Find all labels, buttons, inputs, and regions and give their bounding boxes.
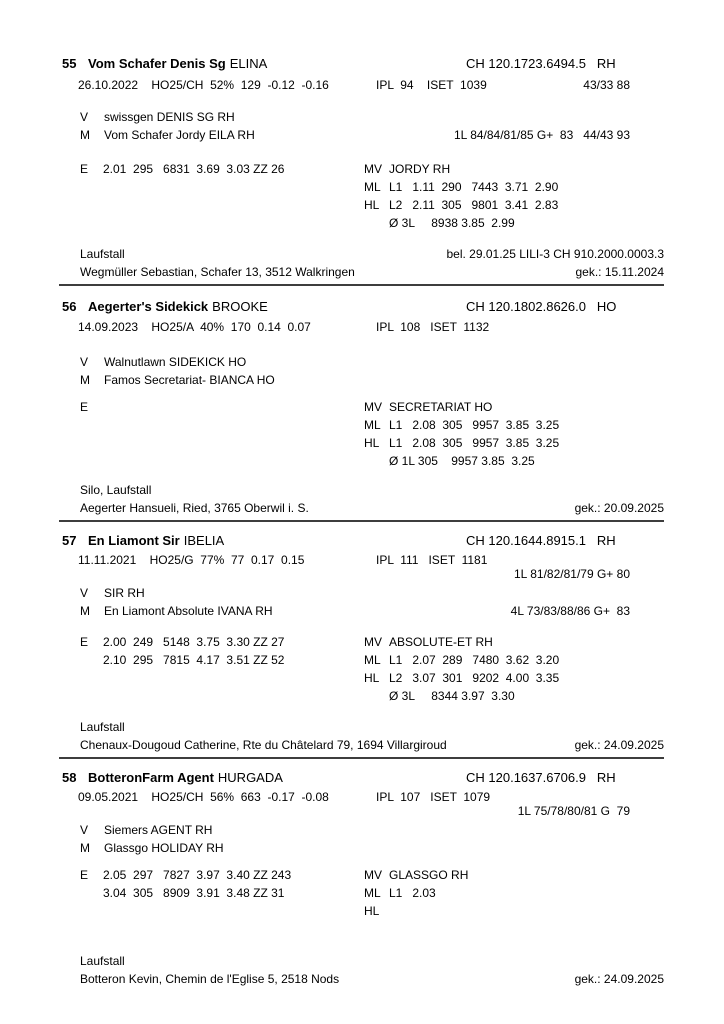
housing-type: Laufstall — [80, 720, 125, 734]
own-performance-line-1: 2.05 297 7827 3.97 3.40 ZZ 243 — [103, 868, 292, 882]
cell-count-values: 43/33 88 — [583, 78, 630, 92]
animal-name: HURGADA — [217, 770, 283, 785]
animal-title — [88, 770, 283, 785]
highest-lactation-label: HL — [364, 671, 380, 685]
housing-type: Laufstall — [80, 247, 125, 261]
maternal-grandsire-name: JORDY RH — [389, 162, 451, 176]
housing-type: Silo, Laufstall — [80, 483, 152, 497]
own-performance-line-2: 2.10 295 7815 4.17 3.51 ZZ 52 — [103, 653, 285, 667]
highest-lactation-values: L2 3.07 301 9202 4.00 3.35 — [389, 671, 560, 685]
own-performance-line-1: 2.00 249 5148 3.75 3.30 ZZ 27 — [103, 635, 285, 649]
dam-label: M — [80, 128, 90, 142]
entry-separator-rule — [59, 757, 664, 759]
dam-lactation-label: ML — [364, 886, 381, 900]
own-performance-line-2: 3.04 305 8909 3.91 3.48 ZZ 31 — [103, 886, 285, 900]
dam-lactation-values: L1 1.11 290 7443 3.71 2.90 — [389, 180, 559, 194]
dam-label: M — [80, 841, 90, 855]
lactation-average: Ø 3L 8344 3.97 3.30 — [389, 689, 515, 703]
entry-separator-rule — [59, 520, 664, 522]
animal-name-prefix: BotteronFarm Agent — [88, 770, 214, 785]
sire-label: V — [80, 823, 89, 837]
dam-linear-score: 4L 73/83/88/86 G+ 83 — [510, 604, 630, 618]
own-performance-label: E — [80, 868, 89, 882]
maternal-grandsire-name: ABSOLUTE-ET RH — [389, 635, 493, 649]
ipl-iset-values: IPL 107 ISET 1079 — [376, 790, 491, 804]
entry-number: 56 — [62, 299, 77, 314]
owner-address: Botteron Kevin, Chemin de l'Eglise 5, 2518 Nods — [80, 972, 340, 986]
animal-name: ELINA — [229, 56, 268, 71]
animal-id: CH 120.1723.6494.5 RH — [466, 56, 616, 71]
animal-title — [88, 56, 267, 71]
linear-score: 1L 75/78/80/81 G 79 — [517, 804, 630, 818]
owner-address: Wegmüller Sebastian, Schafer 13, 3512 Walkringen — [80, 265, 355, 279]
animal-name-prefix: Aegerter's Sidekick — [88, 299, 209, 314]
ipl-iset-values: IPL 111 ISET 1181 — [376, 553, 488, 567]
insemination-info: bel. 29.01.25 LILI-3 CH 910.2000.0003.3 — [446, 247, 664, 261]
calving-date: gek.: 24.09.2025 — [574, 738, 664, 752]
animal-id: CH 120.1644.8915.1 RH — [466, 533, 616, 548]
sire-label: V — [80, 110, 89, 124]
ipl-iset-values: IPL 108 ISET 1132 — [376, 320, 490, 334]
animal-name: BROOKE — [212, 299, 268, 314]
animal-name-prefix: En Liamont Sir — [88, 533, 180, 548]
dam-lactation-label: ML — [364, 653, 381, 667]
dam-label: M — [80, 373, 90, 387]
maternal-grandsire-name: GLASSGO RH — [389, 868, 469, 882]
dam-name: Glassgo HOLIDAY RH — [104, 841, 224, 855]
sire-label: V — [80, 586, 89, 600]
calving-date: gek.: 20.09.2025 — [574, 501, 664, 515]
linear-score: 1L 81/82/81/79 G+ 80 — [514, 567, 630, 581]
lactation-average: Ø 1L 305 9957 3.85 3.25 — [389, 454, 535, 468]
dam-lactation-label: ML — [364, 418, 381, 432]
entry-number: 55 — [62, 56, 77, 71]
dam-lactation-values: L1 2.03 — [389, 886, 436, 900]
own-performance-label: E — [80, 635, 89, 649]
highest-lactation-values: L1 2.08 305 9957 3.85 3.25 — [389, 436, 560, 450]
entry-separator-rule — [59, 284, 664, 286]
animal-name-prefix: Vom Schafer Denis Sg — [88, 56, 226, 71]
dam-linear-score: 1L 84/84/81/85 G+ 83 44/43 93 — [453, 128, 630, 142]
maternal-grandsire-label: MV — [364, 400, 382, 414]
sire-name: Siemers AGENT RH — [104, 823, 213, 837]
birth-performance-line: 14.09.2023 HO25/A 40% 170 0.14 0.07 — [78, 320, 311, 334]
owner-address: Chenaux-Dougoud Catherine, Rte du Châtelard 79, 1694 Villargiroud — [80, 738, 447, 752]
sire-name: SIR RH — [104, 586, 145, 600]
birth-performance-line: 09.05.2021 HO25/CH 56% 663 -0.17 -0.08 — [78, 790, 329, 804]
dam-name: En Liamont Absolute IVANA RH — [104, 604, 273, 618]
dam-name: Vom Schafer Jordy EILA RH — [104, 128, 255, 142]
calving-date: gek.: 24.09.2025 — [574, 972, 664, 986]
animal-id: CH 120.1637.6706.9 RH — [466, 770, 616, 785]
own-performance-label: E — [80, 400, 89, 414]
owner-address: Aegerter Hansueli, Ried, 3765 Oberwil i. S. — [80, 501, 309, 515]
lactation-average: Ø 3L 8938 3.85 2.99 — [389, 216, 515, 230]
housing-type: Laufstall — [80, 954, 125, 968]
maternal-grandsire-label: MV — [364, 162, 382, 176]
animal-id: CH 120.1802.8626.0 HO — [466, 299, 617, 314]
animal-title — [88, 533, 224, 548]
sire-name: Walnutlawn SIDEKICK HO — [104, 355, 247, 369]
dam-name: Famos Secretariat- BIANCA HO — [104, 373, 275, 387]
maternal-grandsire-label: MV — [364, 635, 382, 649]
dam-lactation-values: L1 2.07 289 7480 3.62 3.20 — [389, 653, 560, 667]
highest-lactation-values: L2 2.11 305 9801 3.41 2.83 — [389, 198, 559, 212]
entry-number: 58 — [62, 770, 77, 785]
own-performance-line-1: 2.01 295 6831 3.69 3.03 ZZ 26 — [103, 162, 285, 176]
dam-lactation-values: L1 2.08 305 9957 3.85 3.25 — [389, 418, 560, 432]
maternal-grandsire-name: SECRETARIAT HO — [389, 400, 493, 414]
dam-label: M — [80, 604, 90, 618]
highest-lactation-label: HL — [364, 198, 380, 212]
own-performance-label: E — [80, 162, 89, 176]
dam-lactation-label: ML — [364, 180, 381, 194]
animal-name: IBELIA — [183, 533, 225, 548]
sire-label: V — [80, 355, 89, 369]
highest-lactation-label: HL — [364, 436, 380, 450]
animal-title — [88, 299, 268, 314]
maternal-grandsire-label: MV — [364, 868, 382, 882]
entry-number: 57 — [62, 533, 77, 548]
birth-performance-line: 26.10.2022 HO25/CH 52% 129 -0.12 -0.16 — [78, 78, 329, 92]
highest-lactation-label: HL — [364, 904, 380, 918]
calving-date: gek.: 15.11.2024 — [575, 265, 664, 279]
ipl-iset-values: IPL 94 ISET 1039 — [376, 78, 487, 92]
birth-performance-line: 11.11.2021 HO25/G 77% 77 0.17 0.15 — [78, 553, 305, 567]
sire-name: swissgen DENIS SG RH — [104, 110, 235, 124]
